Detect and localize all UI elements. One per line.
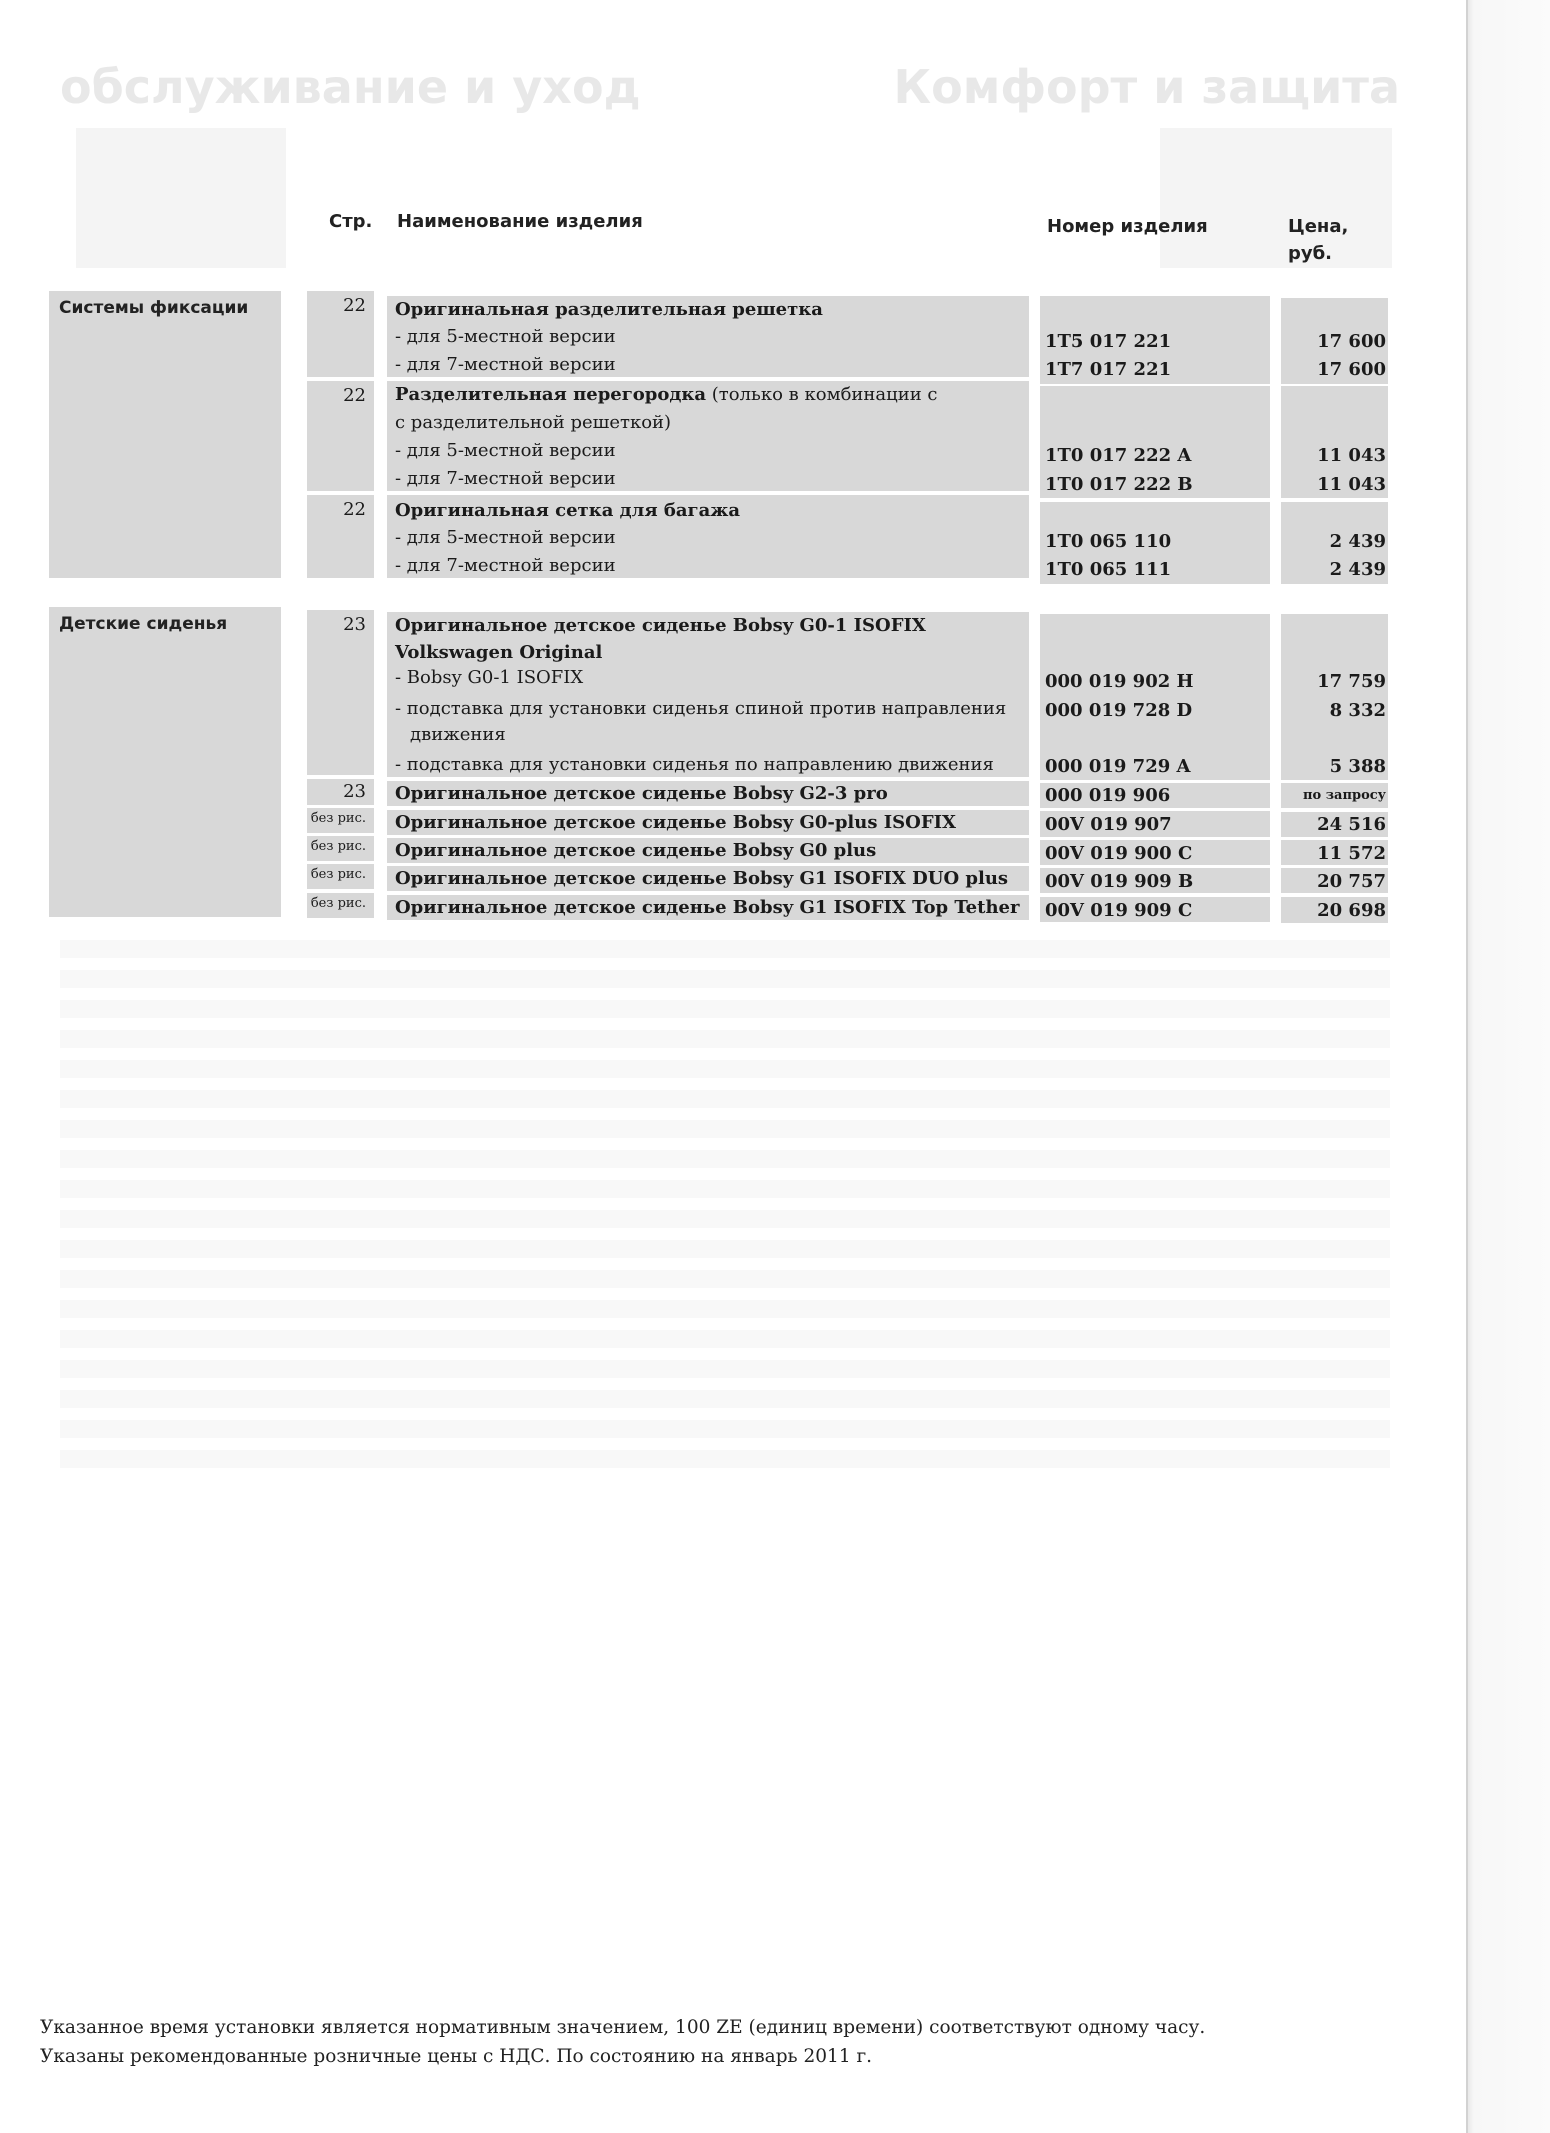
table-header — [0, 208, 1550, 268]
show-through-header — [60, 60, 1400, 120]
footnote-line: Указанное время установки является нормативным значением, 100 ZE (единиц времени) соответствуют одному часу. — [40, 2017, 1206, 2038]
page-ref: без рис. — [307, 893, 374, 918]
part-number: 1T0 017 222 A — [1045, 445, 1192, 466]
price: 20 698 — [1317, 900, 1386, 921]
item-variant: - для 5-местной версии — [395, 326, 616, 347]
item-title-continuation: с разделительной решеткой) — [395, 412, 672, 433]
part-number: 00V 019 907 — [1045, 814, 1172, 835]
part-number: 00V 019 900 C — [1045, 843, 1193, 864]
part-number: 000 019 906 — [1045, 785, 1171, 806]
item-title-continuation: Volkswagen Original — [395, 642, 603, 663]
item-title: Разделительная перегородка (только в комбинации с — [395, 384, 938, 405]
item-title: Оригинальное детское сиденье Bobsy G2-3 pro — [395, 783, 888, 804]
part-number: 1T0 065 110 — [1045, 531, 1172, 552]
item-variant-continuation: движения — [410, 724, 506, 745]
price: 11 043 — [1317, 445, 1386, 466]
show-through-lines — [60, 940, 1390, 1480]
item-title: Оригинальное детское сиденье Bobsy G1 ISOFIX Top Tether — [395, 897, 1020, 918]
part-number: 000 019 729 A — [1045, 756, 1191, 777]
price: 24 516 — [1317, 814, 1386, 835]
page-ref: 22 — [307, 381, 374, 491]
page-edge — [1466, 0, 1550, 2133]
item-variant: - подставка для установки сиденья спиной против направления — [395, 698, 1007, 719]
column-header-price: Цена, руб. — [1288, 216, 1349, 264]
item-variant: - для 7-местной версии — [395, 354, 616, 375]
part-number: 00V 019 909 B — [1045, 871, 1194, 892]
page-ref: 23 — [307, 779, 374, 805]
item-variant: - для 5-местной версии — [395, 527, 616, 548]
page-ref: 22 — [307, 291, 374, 377]
price: 20 757 — [1317, 871, 1386, 892]
part-number: 000 019 902 H — [1045, 671, 1194, 692]
item-title: Оригинальная разделительная решетка — [395, 299, 823, 320]
item-variant: - для 5-местной версии — [395, 440, 616, 461]
item-variant: - подставка для установки сиденья по направлению движения — [395, 754, 994, 775]
page-ref: без рис. — [307, 864, 374, 889]
price: 11 043 — [1317, 474, 1386, 495]
price: 2 439 — [1329, 531, 1386, 552]
column-header-number: Номер изделия — [1047, 216, 1208, 237]
category-title: Детские сиденья — [59, 614, 228, 634]
part-number: 1T0 065 111 — [1045, 559, 1172, 580]
item-title: Оригинальное детское сиденье Bobsy G1 ISOFIX DUO plus — [395, 868, 1009, 889]
price: 17 759 — [1317, 671, 1386, 692]
page-ref: без рис. — [307, 836, 374, 861]
show-through-right: Комфорт и защита — [893, 60, 1400, 114]
item-variant: - для 7-местной версии — [395, 468, 616, 489]
item-variant: - для 7-местной версии — [395, 555, 616, 576]
footnote — [40, 2013, 1205, 2071]
part-number: 1T5 017 221 — [1045, 331, 1172, 352]
item-title: Оригинальное детское сиденье Bobsy G0 plus — [395, 840, 877, 861]
category-label — [49, 607, 281, 917]
price: 8 332 — [1329, 700, 1386, 721]
part-number: 00V 019 909 C — [1045, 900, 1193, 921]
page-ref: 22 — [307, 495, 374, 578]
show-through-left: обслуживание и уход — [60, 60, 641, 114]
category-label — [49, 291, 281, 578]
price: 11 572 — [1317, 843, 1386, 864]
item-title: Оригинальное детское сиденье Bobsy G0-plus ISOFIX — [395, 812, 957, 833]
price: 17 600 — [1317, 359, 1386, 380]
part-number: 000 019 728 D — [1045, 700, 1193, 721]
footnote-line: Указаны рекомендованные розничные цены с НДС. По состоянию на январь 2011 г. — [40, 2046, 873, 2067]
price: 5 388 — [1329, 756, 1386, 777]
column-header-name: Наименование изделия — [397, 211, 643, 232]
category-title: Системы фиксации — [59, 298, 249, 318]
item-title: Оригинальное детское сиденье Bobsy G0-1 ISOFIX — [395, 615, 926, 636]
page-ref: 23 — [307, 610, 374, 775]
price: 2 439 — [1329, 559, 1386, 580]
part-number: 1T0 017 222 B — [1045, 474, 1193, 495]
page-ref: без рис. — [307, 808, 374, 833]
price: по запросу — [1303, 788, 1386, 803]
item-title: Оригинальная сетка для багажа — [395, 500, 741, 521]
column-header-page: Стр. — [329, 211, 373, 232]
item-variant: - Bobsy G0-1 ISOFIX — [395, 667, 584, 688]
price: 17 600 — [1317, 331, 1386, 352]
part-number: 1T7 017 221 — [1045, 359, 1172, 380]
